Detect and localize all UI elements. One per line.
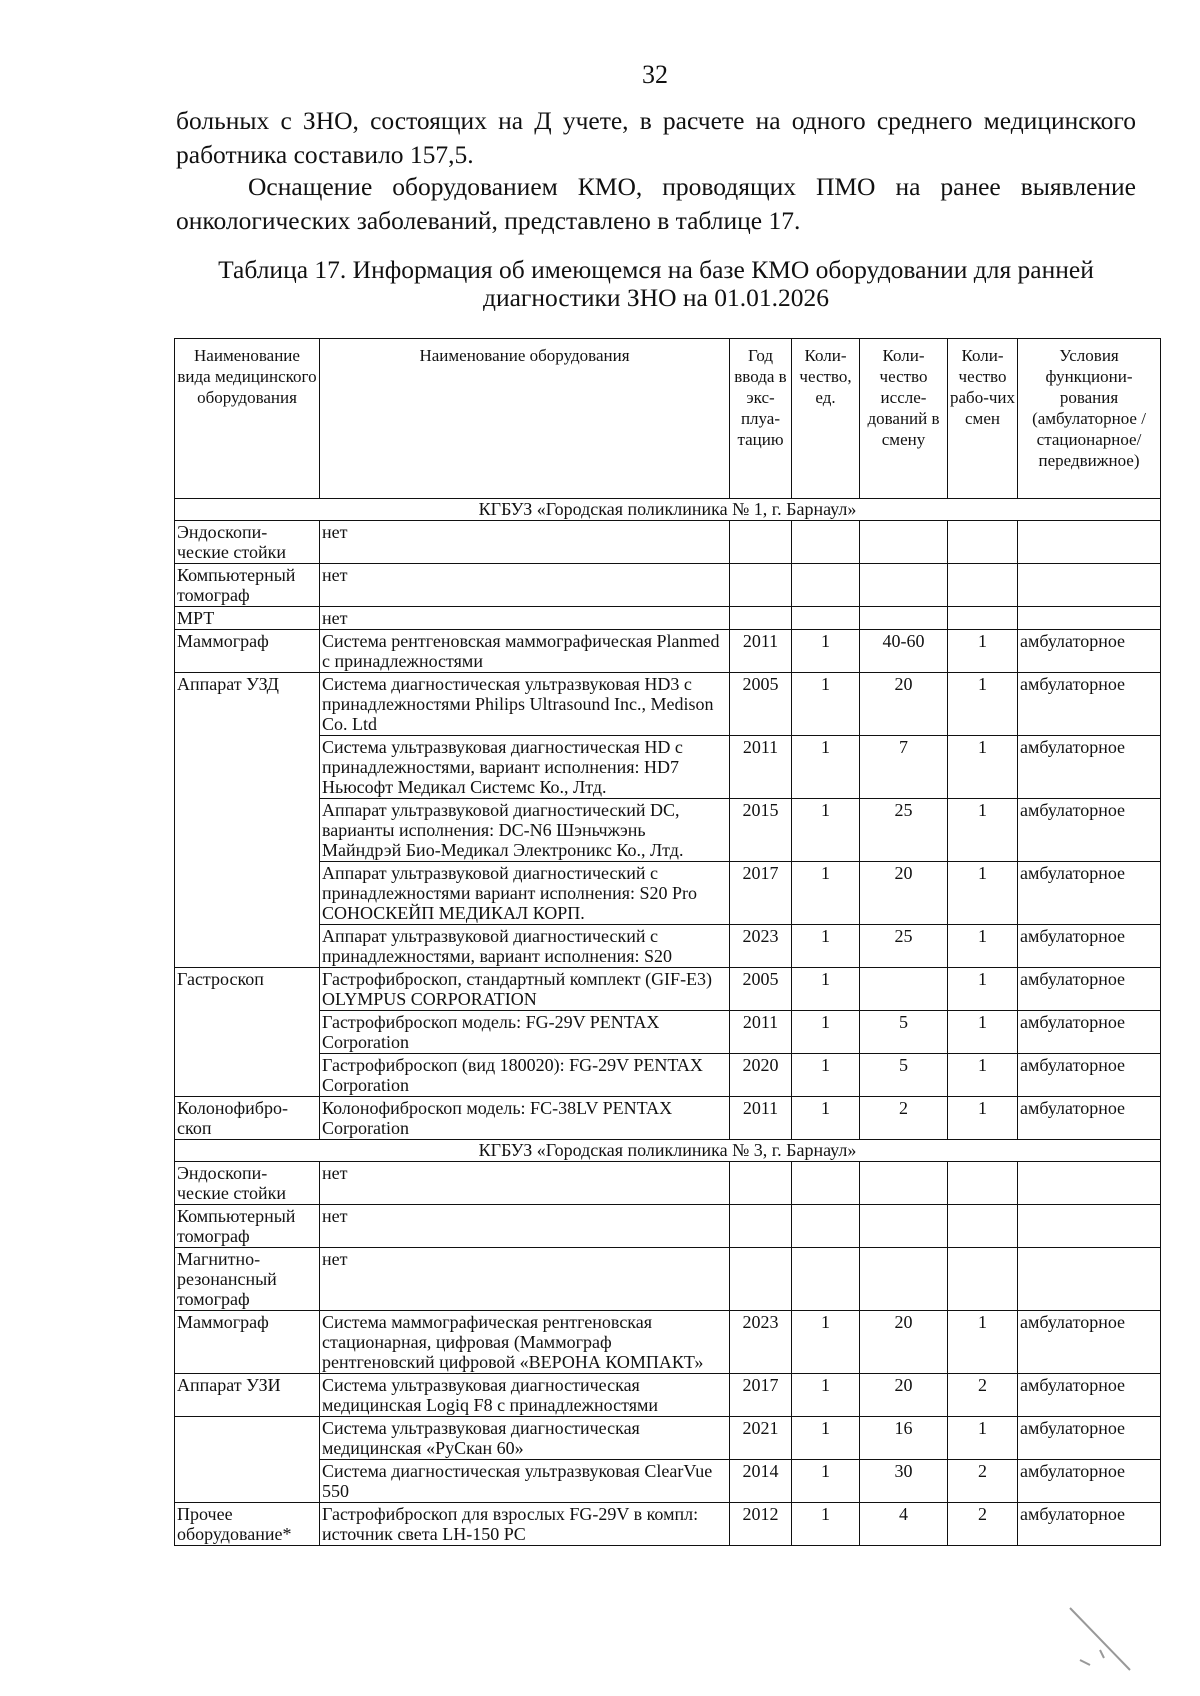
type-cell: Прочее оборудование* [175,1503,320,1546]
shifts-cell: 1 [948,1311,1018,1374]
equipment-cell: Гастрофиброскоп (вид 180020): FG-29V PENTAX Corporation [320,1054,730,1097]
type-cell: Эндоскопи-ческие стойки [175,521,320,564]
table-row [175,1205,1161,1248]
shifts-cell: 2 [948,1374,1018,1417]
studies-cell: 30 [860,1460,948,1503]
quantity-cell: 1 [792,1460,860,1503]
table-row [175,1097,1161,1140]
studies-cell: 2 [860,1097,948,1140]
quantity-cell: 1 [792,1011,860,1054]
table-row [175,1011,1161,1054]
table-row [175,1374,1161,1417]
quantity-cell: 1 [792,799,860,862]
paragraph-1: больных с ЗНО, состоящих на Д учете, в расчете на одного среднего медицинского работника составило 157,5. [176,106,1136,169]
table-row [175,1248,1161,1311]
equipment-cell: Гастрофиброскоп для взрослых FG-29V в компл: источник света LH-150 PC [320,1503,730,1546]
table-row [175,862,1161,925]
org-row [175,499,1161,521]
year-cell: 2023 [730,925,792,968]
quantity-cell: 1 [792,630,860,673]
equipment-cell: нет [320,521,730,564]
header-shifts: Коли-чество рабо-чих смен [948,339,1018,499]
header-equipment: Наименование оборудования [320,339,730,499]
quantity-cell: 1 [792,1374,860,1417]
shifts-cell: 1 [948,968,1018,1011]
type-cell: Гастроскоп [175,968,320,1097]
year-cell: 2017 [730,862,792,925]
conditions-cell: амбулаторное [1018,1374,1161,1417]
equipment-cell: Система диагностическая ультразвуковая ClearVue 550 [320,1460,730,1503]
shifts-cell: 1 [948,1011,1018,1054]
year-cell: 2011 [730,630,792,673]
shifts-cell: 2 [948,1503,1018,1546]
type-cell: Компьютерный томограф [175,564,320,607]
org-name: КГБУЗ «Городская поликлиника № 3, г. Барнаул» [175,1140,1161,1162]
table-row [175,925,1161,968]
conditions-cell: амбулаторное [1018,1503,1161,1546]
conditions-cell: амбулаторное [1018,1417,1161,1460]
shifts-cell: 1 [948,1417,1018,1460]
year-cell: 2015 [730,799,792,862]
conditions-cell: амбулаторное [1018,925,1161,968]
conditions-cell: амбулаторное [1018,1311,1161,1374]
quantity-cell: 1 [792,862,860,925]
shifts-cell: 1 [948,673,1018,736]
org-row [175,1140,1161,1162]
shifts-cell: 1 [948,1054,1018,1097]
conditions-cell: амбулаторное [1018,673,1161,736]
year-cell: 2014 [730,1460,792,1503]
table-row [175,521,1161,564]
shifts-cell: 1 [948,862,1018,925]
studies-cell: 25 [860,925,948,968]
year-cell: 2011 [730,1097,792,1140]
year-cell: 2011 [730,736,792,799]
equipment-cell: Система ультразвуковая диагностическая медицинская «РуСкан 60» [320,1417,730,1460]
equipment-cell: Колонофиброскоп модель: FC-38LV PENTAX Corporation [320,1097,730,1140]
equipment-cell: Аппарат ультразвуковой диагностический DC, варианты исполнения: DC-N6 Шэньчжэнь Майндрэй Био-Медикал Электроникс Ко., Лтд. [320,799,730,862]
conditions-cell: амбулаторное [1018,736,1161,799]
table-row [175,607,1161,630]
quantity-cell: 1 [792,1054,860,1097]
equipment-cell: нет [320,1205,730,1248]
quantity-cell: 1 [792,1417,860,1460]
table-row [175,1311,1161,1374]
shifts-cell: 1 [948,1097,1018,1140]
header-type: Наименование вида медицинского оборудования [175,339,320,499]
equipment-cell: нет [320,564,730,607]
year-cell: 2005 [730,968,792,1011]
studies-cell: 25 [860,799,948,862]
equipment-table [174,338,1161,1546]
equipment-cell: Система ультразвуковая диагностическая медицинская Logiq F8 с принадлежностями [320,1374,730,1417]
type-cell: Аппарат УЗИ [175,1374,320,1417]
equipment-cell: Система ультразвуковая диагностическая HD с принадлежностями, вариант исполнения: HD7 Ньюсофт Медикал Системс Ко., Лтд. [320,736,730,799]
quantity-cell: 1 [792,736,860,799]
studies-cell: 4 [860,1503,948,1546]
paragraph-2: Оснащение оборудованием КМО, проводящих ПМО на ранее выявление онкологических заболеваний, представлено в таблице 17. [176,172,1136,235]
conditions-cell: амбулаторное [1018,1460,1161,1503]
conditions-cell: амбулаторное [1018,630,1161,673]
year-cell: 2011 [730,1011,792,1054]
table-caption: Таблица 17. Информация об имеющемся на базе КМО оборудовании для ранней диагностики ЗНО на 01.01.2026 [218,255,1094,312]
type-cell: Магнитно-резонансный томограф [175,1248,320,1311]
equipment-cell: Гастрофиброскоп, стандартный комплект (GIF-E3) OLYMPUS CORPORATION [320,968,730,1011]
studies-cell: 20 [860,673,948,736]
type-cell: Маммограф [175,630,320,673]
shifts-cell: 1 [948,736,1018,799]
studies-cell: 7 [860,736,948,799]
table-row [175,736,1161,799]
header-quantity: Коли-чество, ед. [792,339,860,499]
studies-cell: 5 [860,1054,948,1097]
table-row [175,1460,1161,1503]
equipment-cell: Система диагностическая ультразвуковая HD3 с принадлежностями Philips Ultrasound Inc., Medison Co. Ltd [320,673,730,736]
conditions-cell: амбулаторное [1018,1097,1161,1140]
equipment-cell: Система маммографическая рентгеновская стационарная, цифровая (Маммограф рентгеновский цифровой «ВЕРОНА КОМПАКТ» [320,1311,730,1374]
scan-mark-icon [1060,1600,1140,1680]
table-row [175,1417,1161,1460]
header-conditions: Условия функциони-рования (амбулаторное / стационарное/ передвижное) [1018,339,1161,499]
equipment-cell: нет [320,607,730,630]
table-row [175,564,1161,607]
table-row [175,799,1161,862]
table-row [175,1054,1161,1097]
equipment-cell: Аппарат ультразвуковой диагностический с принадлежностями, вариант исполнения: S20 [320,925,730,968]
table-row [175,630,1161,673]
table-row [175,1162,1161,1205]
table-row [175,673,1161,736]
type-cell: Аппарат УЗД [175,673,320,968]
studies-cell: 40-60 [860,630,948,673]
type-cell: Компьютерный томограф [175,1205,320,1248]
shifts-cell: 1 [948,799,1018,862]
header-studies: Коли-чество иссле-дований в смену [860,339,948,499]
conditions-cell: амбулаторное [1018,862,1161,925]
year-cell: 2017 [730,1374,792,1417]
equipment-cell: Гастрофиброскоп модель: FG-29V PENTAX Corporation [320,1011,730,1054]
conditions-cell: амбулаторное [1018,1011,1161,1054]
quantity-cell: 1 [792,968,860,1011]
studies-cell: 20 [860,1311,948,1374]
year-cell: 2021 [730,1417,792,1460]
studies-cell: 20 [860,862,948,925]
studies-cell: 5 [860,1011,948,1054]
type-cell: Эндоскопи-ческие стойки [175,1162,320,1205]
conditions-cell: амбулаторное [1018,968,1161,1011]
conditions-cell: амбулаторное [1018,1054,1161,1097]
table-header-row [175,339,1161,499]
table-row [175,968,1161,1011]
quantity-cell: 1 [792,1311,860,1374]
type-cell: МРТ [175,607,320,630]
quantity-cell: 1 [792,1097,860,1140]
type-cell: Маммограф [175,1311,320,1374]
shifts-cell: 1 [948,925,1018,968]
year-cell: 2012 [730,1503,792,1546]
equipment-cell: Аппарат ультразвуковой диагностический с принадлежностями вариант исполнения: S20 Pro СОНОСКЕЙП МЕДИКАЛ КОРП. [320,862,730,925]
quantity-cell: 1 [792,1503,860,1546]
header-year: Год ввода в экс-плуа-тацию [730,339,792,499]
table-row [175,1503,1161,1546]
equipment-cell: нет [320,1248,730,1311]
equipment-cell: Система рентгеновская маммографическая Planmed с принадлежностями [320,630,730,673]
year-cell: 2023 [730,1311,792,1374]
shifts-cell: 2 [948,1460,1018,1503]
year-cell: 2005 [730,673,792,736]
equipment-cell: нет [320,1162,730,1205]
type-cell: Колонофибро-скоп [175,1097,320,1140]
quantity-cell: 1 [792,673,860,736]
page-number: 32 [642,60,668,89]
studies-cell: 20 [860,1374,948,1417]
year-cell: 2020 [730,1054,792,1097]
quantity-cell: 1 [792,925,860,968]
studies-cell [860,968,948,1011]
type-cell [175,1417,320,1503]
studies-cell: 16 [860,1417,948,1460]
org-name: КГБУЗ «Городская поликлиника № 1, г. Барнаул» [175,499,1161,521]
shifts-cell: 1 [948,630,1018,673]
conditions-cell: амбулаторное [1018,799,1161,862]
